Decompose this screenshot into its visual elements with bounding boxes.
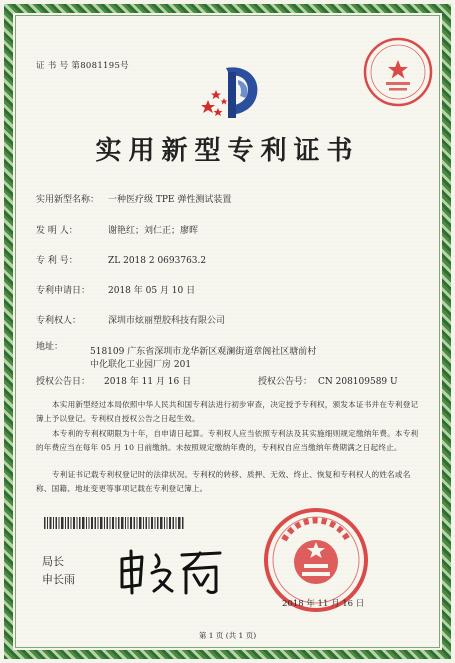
certificate-number: 证 书 号 第8081195号 <box>36 61 129 71</box>
utility-model-name-label: 实用新型名称： <box>36 195 100 205</box>
address-label: 地址： <box>36 342 64 352</box>
filing-date-label: 专利申请日： <box>36 286 91 296</box>
patent-number-value: ZL 2018 2 0693763.2 <box>108 256 207 266</box>
patent-number-label: 专 利 号： <box>36 256 78 266</box>
barcode-icon <box>44 517 184 529</box>
filing-date-value: 2018 年 05 月 10 日 <box>108 286 196 296</box>
seal-date: 2018 年 11 月 16 日 <box>282 599 365 609</box>
page-number: 第 1 页 (共 1 页) <box>198 631 257 640</box>
address-line-2: 中化联化工业园厂房 201 <box>90 360 192 370</box>
round-red-seal-icon <box>362 36 434 108</box>
grant-date-value: 2018 年 11 月 16 日 <box>104 377 192 387</box>
body-paragraph-2: 本专利的专利权期限为十年，自申请日起算。专利权人应当依照专利法及其实施细则规定缴纳年费。本专利的年费应当在每年 05 月 10 日前缴纳。未按照规定缴纳年费的，专利权自应当缴纳年费期满之日起终止。 <box>36 429 419 452</box>
signature-role: 局长 <box>42 555 64 568</box>
grant-number-value: CN 208109589 U <box>318 377 398 387</box>
address-line-1: 518109 广东省深圳市龙华新区观澜街道章阁社区塘前村 <box>90 347 317 357</box>
inventor-value: 谢艳红；刘仁正；廖晖 <box>108 226 199 236</box>
document-title: 实用新型专利证书 <box>95 136 360 166</box>
body-paragraph-3: 专利证书记载专利权登记时的法律状况。专利权的转移、质押、无效、终止、恢复和专利权人的姓名或名称、国籍、地址变更等事项记载在专利登记簿上。 <box>36 470 411 493</box>
sipo-logo-icon <box>198 60 268 124</box>
state-emblem-seal-icon <box>262 506 370 614</box>
grant-number-label: 授权公告号： <box>258 377 313 387</box>
red-star-icon <box>201 90 228 116</box>
inventor-label: 发 明 人： <box>36 226 78 236</box>
utility-model-name-value: 一种医疗级 TPE 弹性测试装置 <box>108 195 232 205</box>
handwritten-signature <box>116 547 226 597</box>
patent-owner-value: 深圳市炫丽塑胶科技有限公司 <box>108 316 226 326</box>
patent-owner-label: 专利权人： <box>36 316 82 326</box>
signature-name: 申长雨 <box>42 573 75 586</box>
grant-date-label: 授权公告日： <box>36 377 91 387</box>
body-paragraph-1: 本实用新型经过本局依照中华人民共和国专利法进行初步审查，决定授予专利权，颁发本证书并在专利登记簿上予以登记。专利权自授权公告之日起生效。 <box>36 400 419 423</box>
